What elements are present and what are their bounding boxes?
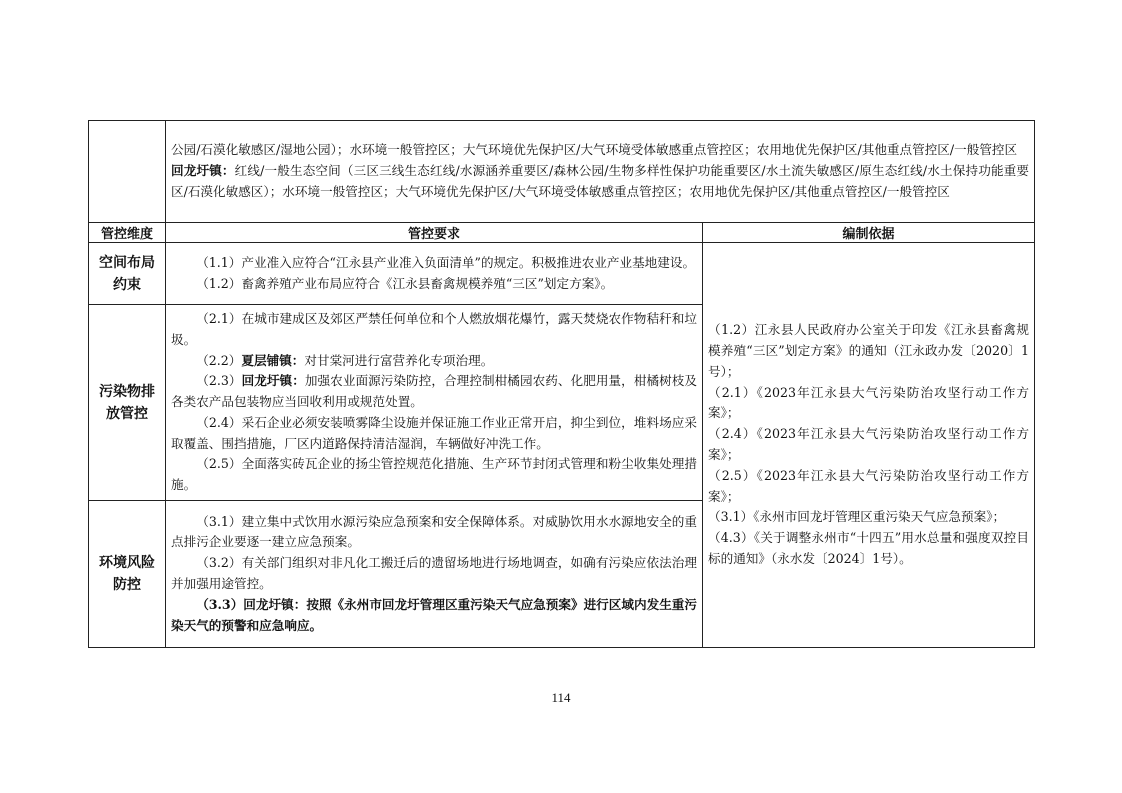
basis-item: （4.3）《关于调整永州市“十四五”用水总量和强度双控目标的通知》（永水发〔2024〕1号）。 [708,530,1029,566]
requirement-item: （2.4）采石企业必须安装喷雾降尘设施并保证施工作业正常开启，抑尘到位，堆料场应采取覆盖、围挡措施，厂区内道路保持清洁湿润，车辆做好冲洗工作。 [171,414,697,451]
requirement-item: （3.2）有关部门组织对非凡化工搬迁后的遗留场地进行场地调查，如确有污染应依法治理并加强用途管控。 [171,555,697,591]
header-dimension: 管控维度 [89,223,166,243]
requirement-cell [166,501,703,648]
item-number: （2.2） [196,352,242,368]
basis-item: （2.1）《2023年江永县大气污染防治攻坚行动工作方案》； [708,384,1029,421]
dimension-cell: 空间布局约束 [89,243,166,305]
town-label: 回龙圩镇： [171,163,235,179]
requirement-item: （2.5）全面落实砖瓦企业的扬尘管控规范化措施、生产环节封闭式管理和粉尘收集处理措施。 [171,456,697,493]
requirement-item: （3.1）建立集中式饮用水源污染应急预案和安全保障体系。对威胁饮用水水源地安全的重点排污企业要逐一建立应急预案。 [171,513,697,550]
requirement-item: （3.3）回龙圩镇：按照《永州市回龙圩管理区重污染天气应急预案》进行区域内发生重污染天气的预警和应急响应。 [171,596,697,633]
zone-description-cell [166,121,1035,223]
requirement-item [171,371,697,413]
zone-description-line: 公园/石漠化敏感区/湿地公园）；水环境一般管控区；大气环境优先保护区/大气环境受体敏感重点管控区；农用地优先保护区/其他重点管控区/一般管控区 [171,142,1018,158]
dimension-cell: 污染物排放管控 [89,305,166,501]
item-text: 对甘棠河进行富营养化专项治理。 [304,352,494,368]
header-row [89,223,1035,243]
requirement-item: （1.1）产业准入应符合“江永县产业准入负面清单”的规定。积极推进农业产业基地建设。 [196,254,696,270]
basis-item: （3.1）《永州市回龙圩管理区重污染天气应急预案》； [708,509,1006,525]
table-row [89,121,1035,223]
town-label: 夏层铺镇： [241,352,305,368]
page-number: 114 [551,690,571,705]
town-zone-text: 红线/一般生态空间（三区三线生态红线/水源涵养重要区/森林公园/生物多样性保护功能重要区/水土流失敏感区/原生态红线/水土保持功能重要区/石漠化敏感区）；水环境一般管控区；大气环境优先保护区/大气环境受体敏感重点管控区；农用地优先保护区/其他重点管控区/一般管控区 [171,163,1030,199]
control-requirements-table [88,120,1035,648]
requirement-cell [166,243,703,305]
requirement-item [171,351,697,372]
basis-item: （1.2）江永县人民政府办公室关于印发《江永县畜禽规模养殖“三区”划定方案》的通知（江永政办发〔2020〕1号）； [708,322,1029,379]
item-number: （2.3） [196,373,242,389]
item-text: 加强农业面源污染防控，合理控制柑橘园农药、化肥用量，柑橘树枝及各类农产品包装物应当回收利用或规范处置。 [171,373,698,410]
header-basis: 编制依据 [703,223,1035,243]
header-requirement: 管控要求 [166,223,703,243]
table-row [89,243,1035,305]
dimension-cell: 环境风险防控 [89,501,166,648]
basis-item: （2.4）《2023年江永县大气污染防治攻坚行动工作方案》； [708,426,1029,462]
requirement-cell [166,305,703,501]
requirement-item: （2.1）在城市建成区及郊区严禁任何单位和个人燃放烟花爆竹，露天焚烧农作物秸秆和垃圾。 [171,310,697,347]
town-zone-line [171,161,1029,203]
requirement-item: （1.2）畜禽养殖产业布局应符合《江永县畜禽规模养殖“三区”划定方案》。 [196,275,614,291]
basis-cell [703,243,1035,648]
town-label: 回龙圩镇： [241,373,305,389]
basis-item: （2.5）《2023年江永县大气污染防治攻坚行动工作方案》； [708,467,1029,504]
